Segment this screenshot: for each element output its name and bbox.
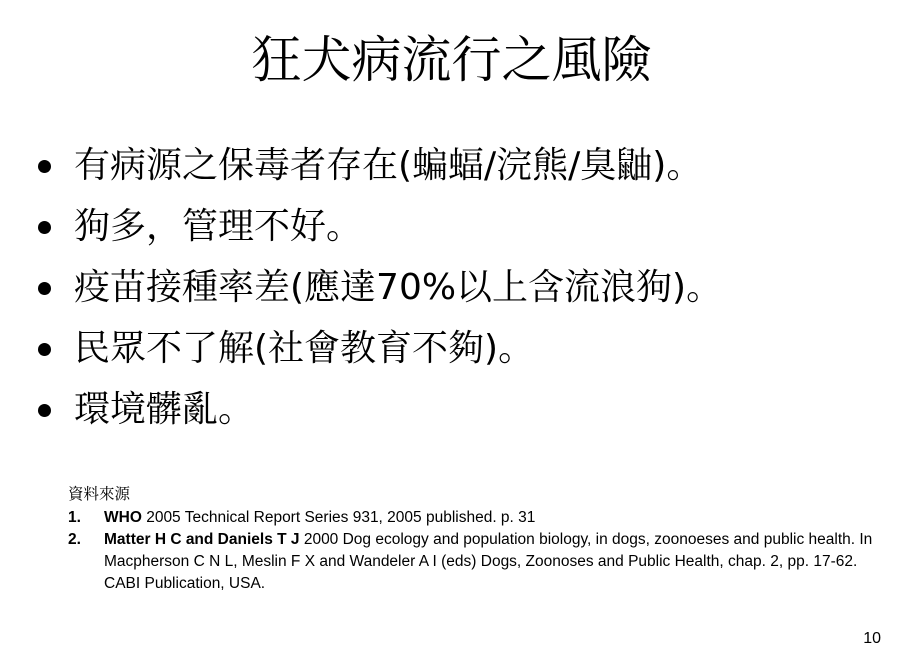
bullet-item xyxy=(32,382,722,443)
bullet-dot-icon xyxy=(38,404,51,417)
reference-author: WHO xyxy=(104,509,142,526)
bullet-text: 有病源之保毒者存在(蝙蝠/浣熊/臭鼬)。 xyxy=(74,145,703,186)
reference-number: 1. xyxy=(68,509,81,526)
reference-author: Matter H C and Daniels T J xyxy=(104,531,300,548)
references-heading: 資料來源 xyxy=(68,486,131,503)
bullet-dot-icon xyxy=(38,343,51,356)
bullet-item xyxy=(32,199,722,260)
bullet-dot-icon xyxy=(38,221,51,234)
page-number: 10 xyxy=(863,630,881,647)
bullet-text: 疫苗接種率差(應達70%以上含流浪狗)。 xyxy=(74,267,723,308)
reference-item xyxy=(68,507,878,529)
references-list xyxy=(68,507,878,595)
references-section xyxy=(68,484,878,595)
reference-number: 2. xyxy=(68,531,81,548)
bullet-list xyxy=(32,138,722,443)
bullet-dot-icon xyxy=(38,160,51,173)
bullet-item xyxy=(32,321,722,382)
bullet-dot-icon xyxy=(38,282,51,295)
bullet-text: 環境髒亂。 xyxy=(74,389,255,430)
bullet-text: 狗多，管理不好。 xyxy=(74,206,363,247)
bullet-item xyxy=(32,260,722,321)
slide-title: 狂犬病流行之風險 xyxy=(251,31,652,89)
bullet-item xyxy=(32,138,722,199)
reference-text: 2000 Dog ecology and population biology, in dogs, zoonoeses and public health. In Macpherson C N L, Meslin F X and Wandeler A I (eds) Dogs, Zoonoses and Public Health, chap. 2, pp. 17-62. CABI Publication, USA. xyxy=(104,531,873,592)
reference-item xyxy=(68,529,878,595)
bullet-text: 民眾不了解(社會教育不夠)。 xyxy=(74,328,535,369)
reference-text: 2005 Technical Report Series 931, 2005 published. p. 31 xyxy=(141,509,536,526)
